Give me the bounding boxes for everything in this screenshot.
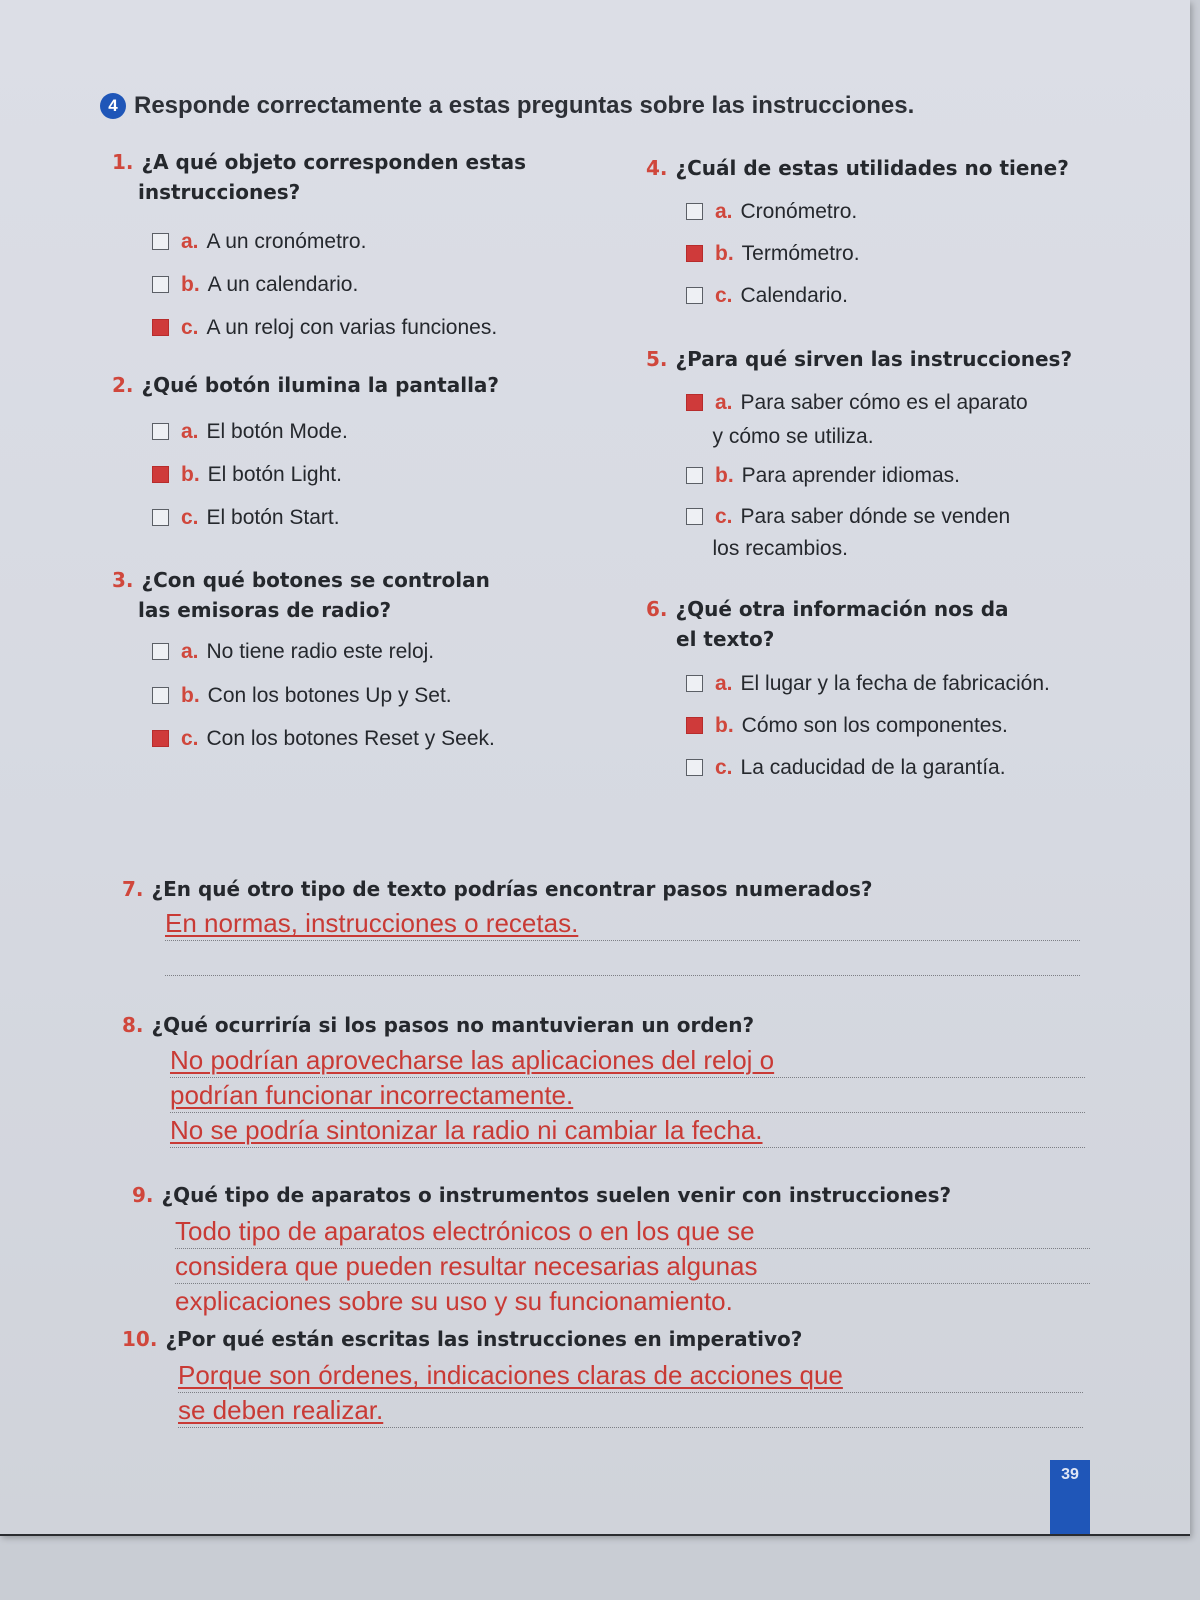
checkbox[interactable] — [686, 203, 703, 220]
question-text-line: ¿Qué botón ilumina la pantalla? — [141, 373, 500, 397]
option-4b[interactable] — [686, 240, 860, 268]
checkbox-checked[interactable] — [686, 394, 703, 411]
option-3b[interactable] — [152, 682, 452, 710]
option-text: Calendario. — [740, 284, 848, 307]
option-text: El lugar y la fecha de fabricación. — [740, 672, 1050, 695]
checkbox[interactable] — [152, 423, 169, 440]
question-5 — [646, 344, 1072, 374]
option-letter: c. — [181, 506, 199, 529]
option-letter: a. — [181, 420, 199, 443]
option-text: La caducidad de la garantía. — [740, 756, 1006, 779]
question-text-line: ¿Qué otra información nos da — [675, 597, 1009, 621]
answer-line: Todo tipo de aparatos electrónicos o en los que se — [175, 1214, 1090, 1249]
option-5c[interactable] — [686, 503, 1010, 563]
question-text: ¿En qué otro tipo de texto podrías encontrar pasos numerados? — [151, 877, 873, 901]
option-3c[interactable] — [152, 725, 495, 753]
checkbox-checked[interactable] — [686, 245, 703, 262]
option-text: El botón Mode. — [206, 420, 348, 443]
option-letter: a. — [715, 200, 733, 223]
question-number: 5. — [646, 347, 668, 371]
answer-line: considera que pueden resultar necesarias algunas — [175, 1249, 1090, 1284]
checkbox[interactable] — [152, 233, 169, 250]
question-text: ¿Qué ocurriría si los pasos no mantuvieran un orden? — [151, 1013, 755, 1037]
question-6 — [646, 594, 1009, 654]
option-text-line: Para saber dónde se venden — [740, 505, 1011, 528]
checkbox[interactable] — [152, 509, 169, 526]
option-1c[interactable] — [152, 314, 497, 342]
answer-text: En normas, instrucciones o recetas. — [165, 908, 579, 938]
answer-line — [170, 1113, 1085, 1148]
option-letter: b. — [181, 684, 200, 707]
checkbox[interactable] — [686, 287, 703, 304]
question-number: 7. — [122, 877, 144, 901]
option-4a[interactable] — [686, 198, 857, 226]
option-letter: b. — [715, 714, 734, 737]
option-text: Para aprender idiomas. — [741, 464, 960, 487]
option-letter: c. — [715, 505, 733, 528]
question-number: 8. — [122, 1013, 144, 1037]
option-text-line: Para saber cómo es el aparato — [740, 391, 1028, 414]
option-text — [712, 389, 1028, 451]
question-number: 10. — [122, 1327, 158, 1351]
checkbox-checked[interactable] — [152, 730, 169, 747]
question-1 — [112, 147, 526, 207]
option-letter: b. — [181, 463, 200, 486]
question-number: 2. — [112, 373, 134, 397]
answer-line — [178, 1358, 1083, 1393]
question-number: 4. — [646, 156, 668, 180]
question-text-line: ¿Cuál de estas utilidades no tiene? — [675, 156, 1069, 180]
answer-text: Porque son órdenes, indicaciones claras de acciones que — [178, 1360, 843, 1390]
answer-line — [170, 1078, 1085, 1113]
answer-9[interactable] — [175, 1214, 1090, 1318]
question-text-line: instrucciones? — [138, 180, 301, 204]
option-text-line: y cómo se utiliza. — [712, 425, 874, 448]
page-number-tab — [1050, 1460, 1090, 1535]
option-letter: b. — [181, 273, 200, 296]
answer-text: se deben realizar. — [178, 1395, 384, 1425]
question-text-line: ¿Para qué sirven las instrucciones? — [675, 347, 1073, 371]
option-2b[interactable] — [152, 461, 342, 489]
checkbox[interactable] — [152, 276, 169, 293]
option-letter: c. — [715, 756, 733, 779]
option-letter: b. — [715, 242, 734, 265]
exercise-instruction: Responde correctamente a estas preguntas sobre las instrucciones. — [134, 92, 915, 119]
checkbox[interactable] — [686, 467, 703, 484]
option-4c[interactable] — [686, 282, 848, 310]
option-text: A un calendario. — [207, 273, 359, 296]
checkbox[interactable] — [686, 759, 703, 776]
checkbox-checked[interactable] — [686, 717, 703, 734]
option-1a[interactable] — [152, 228, 366, 256]
checkbox[interactable] — [152, 687, 169, 704]
option-6a[interactable] — [686, 670, 1050, 698]
option-5b[interactable] — [686, 462, 960, 490]
question-text: ¿Por qué están escritas las instrucciones en imperativo? — [165, 1327, 803, 1351]
answer-line — [165, 941, 1080, 976]
option-3a[interactable] — [152, 638, 434, 666]
question-number: 6. — [646, 597, 668, 621]
option-text: Con los botones Reset y Seek. — [206, 727, 495, 750]
answer-10[interactable] — [178, 1358, 1083, 1428]
option-text: Cómo son los componentes. — [741, 714, 1008, 737]
option-letter: c. — [181, 727, 199, 750]
option-letter: a. — [181, 230, 199, 253]
option-letter: c. — [181, 316, 199, 339]
option-2c[interactable] — [152, 504, 340, 532]
answer-line — [165, 906, 1080, 941]
option-letter: a. — [181, 640, 199, 663]
option-text: Termómetro. — [741, 242, 860, 265]
question-text-line: ¿A qué objeto corresponden estas — [141, 150, 526, 174]
question-8 — [122, 1010, 754, 1040]
question-number: 1. — [112, 150, 134, 174]
question-2 — [112, 370, 499, 400]
answer-8[interactable] — [170, 1043, 1085, 1148]
option-letter: a. — [715, 672, 733, 695]
option-text — [712, 503, 1011, 563]
answer-text: podrían funcionar incorrectamente. — [170, 1080, 574, 1110]
option-letter: c. — [715, 284, 733, 307]
option-5a[interactable] — [686, 389, 1028, 451]
question-text-line: ¿Con qué botones se controlan — [141, 568, 490, 592]
question-number: 9. — [132, 1183, 154, 1207]
exercise-header — [100, 92, 914, 120]
question-text-line: las emisoras de radio? — [138, 598, 392, 622]
option-letter: b. — [715, 464, 734, 487]
option-6c[interactable] — [686, 754, 1006, 782]
option-text: El botón Light. — [207, 463, 342, 486]
answer-7[interactable] — [165, 906, 1080, 976]
question-7 — [122, 874, 872, 904]
checkbox[interactable] — [686, 675, 703, 692]
option-1b[interactable] — [152, 271, 358, 299]
question-text: ¿Qué tipo de aparatos o instrumentos suelen venir con instrucciones? — [161, 1183, 952, 1207]
checkbox[interactable] — [152, 643, 169, 660]
option-text: No tiene radio este reloj. — [206, 640, 435, 663]
option-text-line: los recambios. — [712, 537, 848, 560]
checkbox-checked[interactable] — [152, 319, 169, 336]
page-edge-divider — [0, 1534, 1190, 1536]
option-2a[interactable] — [152, 418, 348, 446]
question-number: 3. — [112, 568, 134, 592]
option-text: Con los botones Up y Set. — [207, 684, 452, 707]
answer-line — [170, 1043, 1085, 1078]
answer-line — [178, 1393, 1083, 1428]
question-9 — [132, 1180, 951, 1210]
answer-line: explicaciones sobre su uso y su funcionamiento. — [175, 1286, 733, 1316]
question-10 — [122, 1324, 802, 1354]
checkbox[interactable] — [686, 508, 703, 525]
option-letter: a. — [715, 391, 733, 414]
option-text: El botón Start. — [206, 506, 340, 529]
question-4 — [646, 153, 1069, 183]
answer-text: No podrían aprovecharse las aplicaciones del reloj o — [170, 1045, 775, 1075]
option-text: Cronómetro. — [740, 200, 858, 223]
option-6b[interactable] — [686, 712, 1008, 740]
exercise-number-badge: 4 — [100, 93, 126, 119]
checkbox-checked[interactable] — [152, 466, 169, 483]
question-3 — [112, 565, 490, 625]
option-text: A un reloj con varias funciones. — [206, 316, 498, 339]
page-number: 39 — [1061, 1466, 1079, 1483]
option-text: A un cronómetro. — [206, 230, 367, 253]
answer-text: No se podría sintonizar la radio ni cambiar la fecha. — [170, 1115, 763, 1145]
question-text-line: el texto? — [676, 627, 775, 651]
